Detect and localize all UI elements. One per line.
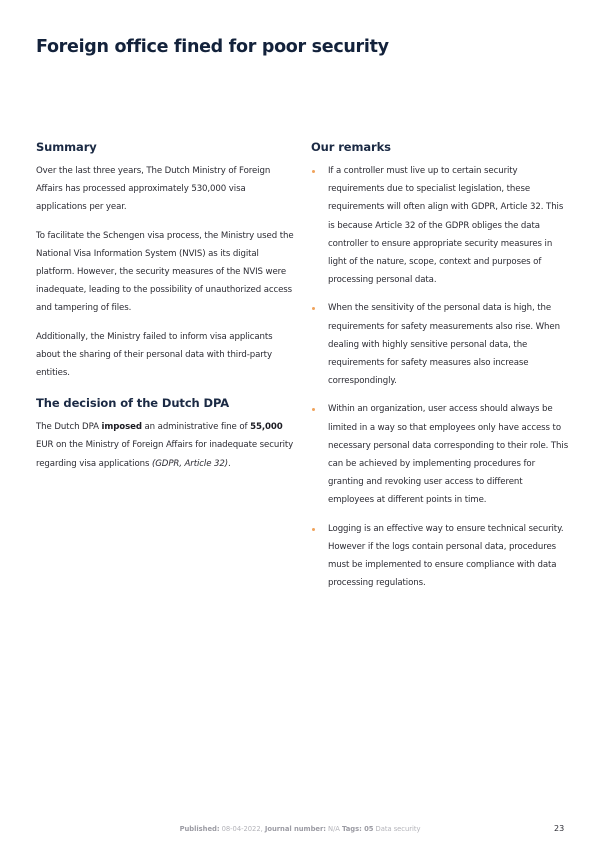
decision-text-3: EUR on the Ministry of Foreign Affairs for inadequate security regarding visa applications (36, 440, 294, 469)
gdpr-reference: (GDPR, Article 32) (151, 458, 229, 469)
remark-item (311, 299, 569, 390)
decision-text-2: an administrative fine of (141, 422, 251, 433)
page-title: Foreign office fined for poor security (36, 37, 389, 57)
decision-text-1: The Dutch DPA (36, 422, 102, 433)
remarks-list (311, 162, 569, 592)
remark-text: When the sensitivity of the personal data is high, the requirements for safety measurements also rise. When dealing with highly sensitive personal data, the requirements for safety measures also increase correspondingly. (328, 303, 560, 387)
tags-value: Data security (373, 825, 421, 833)
decision-heading: The decision of the Dutch DPA (36, 396, 230, 411)
tags-label: Tags: 05 (342, 825, 374, 833)
remark-text: Logging is an effective way to ensure technical security. However if the logs contain personal data, procedures must be implemented to ensure compliance with data processing regulations. (328, 523, 564, 589)
remarks-heading: Our remarks (311, 140, 391, 154)
published-label: Published: (179, 825, 220, 833)
remark-item (311, 400, 569, 509)
decision-imposed: imposed (101, 422, 142, 433)
bullet-dot-icon (312, 170, 315, 173)
remark-text: If a controller must live up to certain security requirements due to specialist legislation, these requirements will often align with GDPR, Article 32. This is because Article 32 of the GDPR obliges the data controller to ensure appropriate security measures in light of the nature, scope, context and purposes of processing personal data. (328, 166, 564, 286)
journal-label: Journal number: (264, 825, 326, 833)
remark-text: Within an organization, user access should always be limited in a way so that employees only have access to necessary personal data corresponding to their role. This can be achieved by implementing procedures for granting and revoking user access to different employees at different points in time. (328, 404, 569, 506)
summary-paragraph-1: Over the last three years, The Dutch Ministry of Foreign Affairs has processed approximately 530,000 visa applications per year. (36, 166, 271, 213)
remark-item (311, 520, 569, 593)
fine-amount: 55,000 (250, 422, 283, 433)
published-date: 08-04-2022, (219, 825, 265, 833)
decision-paragraph (36, 418, 294, 473)
summary-paragraph-3: Additionally, the Ministry failed to inform visa applicants about the sharing of their personal data with third-party entities. (36, 331, 273, 379)
bullet-dot-icon (312, 307, 315, 310)
remark-item (311, 162, 569, 289)
summary-heading: Summary (36, 140, 97, 154)
left-column (36, 140, 294, 483)
bullet-dot-icon (312, 528, 315, 531)
page-footer (0, 825, 600, 833)
bullet-dot-icon (312, 408, 315, 411)
page-number: 23 (554, 824, 565, 833)
summary-paragraph-2: To facilitate the Schengen visa process, the Ministry used the National Visa Information System (NVIS) as its digital platform. However, the security measures of the NVIS were inadequate, leading to the possibility of unauthorized access and tampering of files. (36, 230, 294, 314)
decision-text-4: . (228, 458, 231, 469)
journal-number: N/A (325, 825, 343, 833)
right-column (311, 140, 569, 602)
